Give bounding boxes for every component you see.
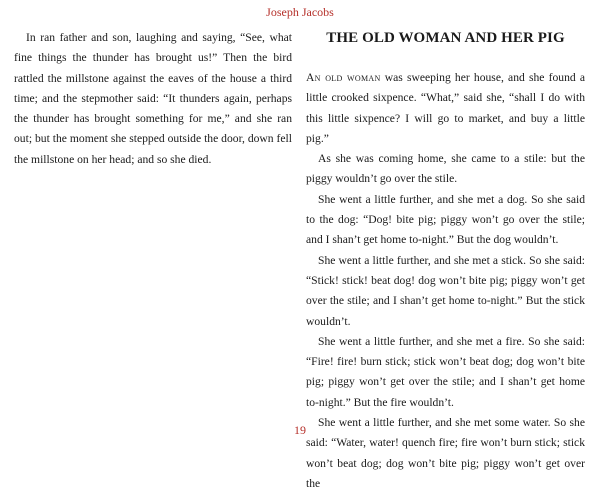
left-paragraph-1: In ran father and son, laughing and saying, “See, what fine things the thunder has brought us!” Then the bird rattled the millstone against the eaves of the house a third time; and the stepmother said: “It thunders again, perhaps the thunder has brought something for me,” and she ran out; but the moment she stepped outside the door, down fell the millstone on her head; and so she died. — [14, 31, 292, 166]
story-paragraph-1: As she was coming home, she came to a stile: but the piggy wouldn’t go over the stile. — [306, 152, 585, 186]
opening-smallcaps: An old woman — [306, 71, 381, 84]
opening-paragraph — [306, 68, 585, 149]
left-column — [14, 28, 292, 170]
running-header: Joseph Jacobs — [266, 5, 334, 19]
story-title: THE OLD WOMAN AND HER PIG — [326, 30, 565, 46]
story-paragraph-2: She went a little further, and she met a dog. So she said to the dog: “Dog! bite pig; piggy won’t go over the stile; and I shan’t get home to-night.” But the dog wouldn’t. — [306, 192, 585, 247]
page-number: 19 — [294, 423, 306, 437]
story-paragraph-5: She went a little further, and she met some water. So she said: “Water, water! quench fire; fire won’t burn stick; stick won’t beat dog; dog won’t bite pig; piggy won’t get over the — [306, 416, 585, 490]
opening-text: was sweeping her house, and she found a little crooked sixpence. “What,” said she, “shall I do with this little sixpence? I will go to market, and buy a little pig.” — [306, 71, 585, 145]
story-paragraph-3: She went a little further, and she met a stick. So she said: “Stick! stick! beat dog! dog won’t bite pig; piggy won’t get over the stile; and I shan’t get home to-night.” But the stick wouldn’t. — [306, 253, 585, 328]
story-paragraph-4: She went a little further, and she met a fire. So she said: “Fire! fire! burn stick; stick won’t beat dog; dog won’t bite pig; piggy won’t get over the stile; and I shan’t get home to-night.” But the fire wouldn’t. — [306, 334, 585, 409]
